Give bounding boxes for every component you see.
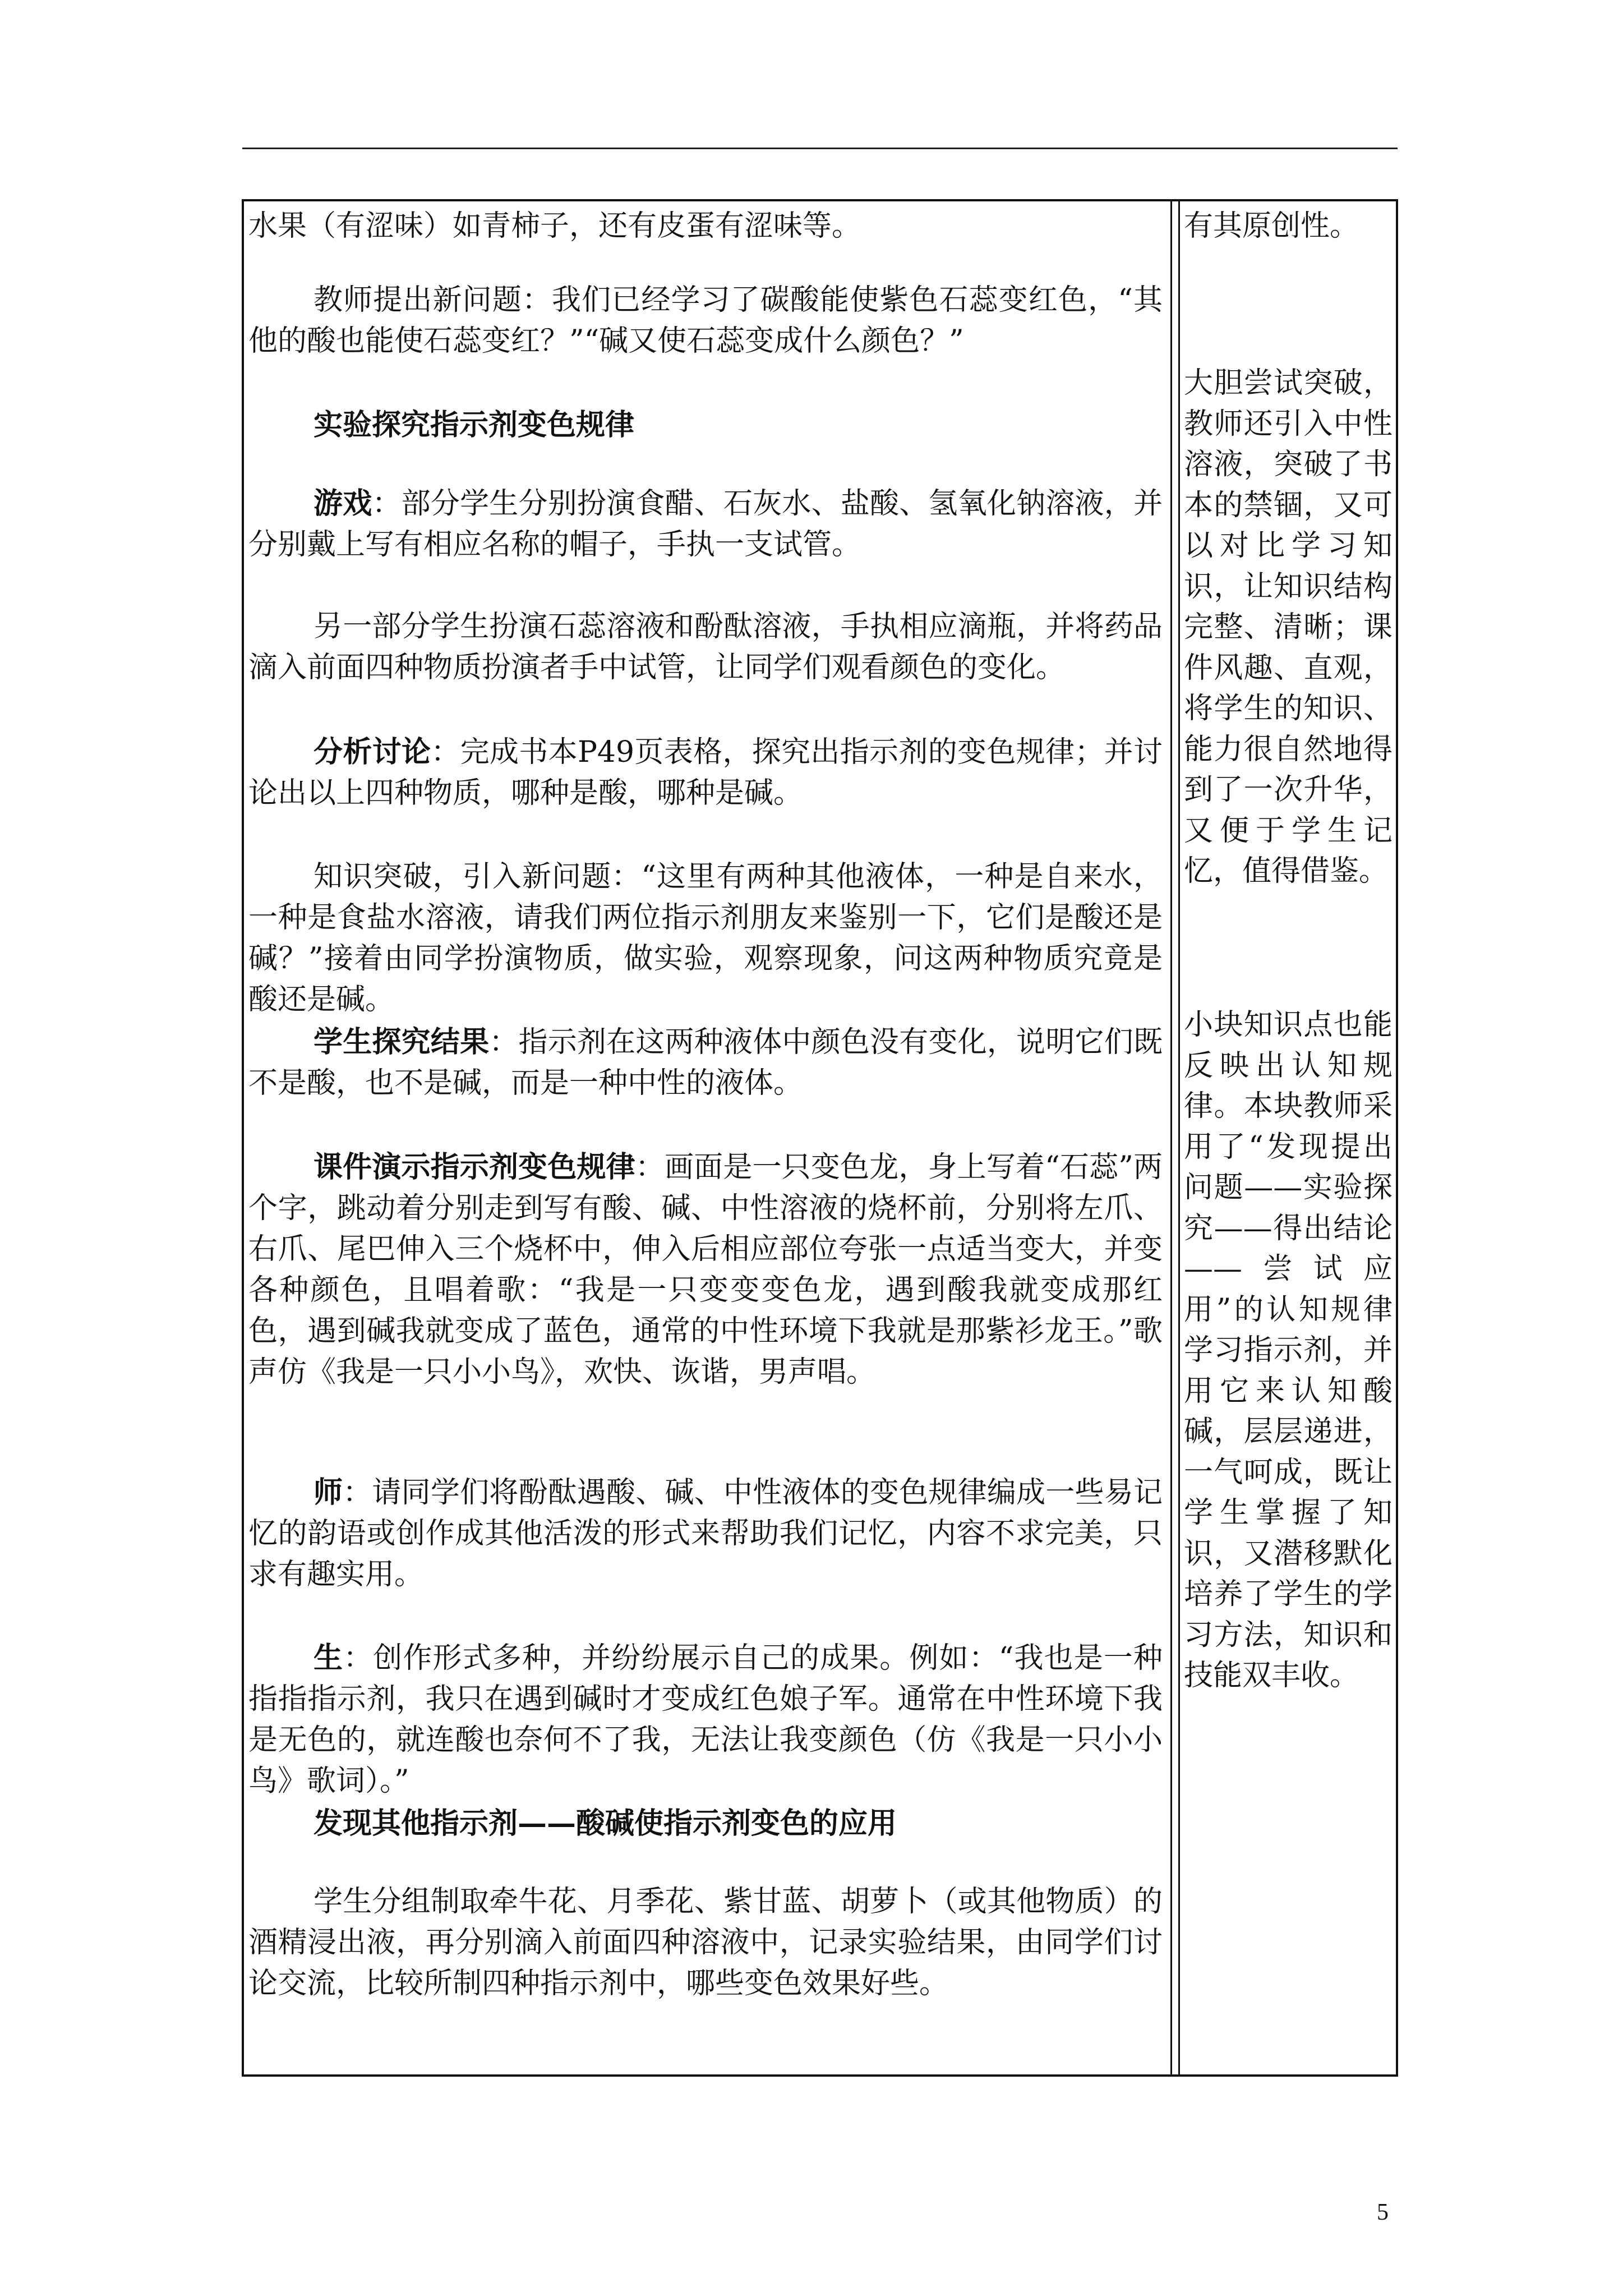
label-courseware-demo: 课件演示指示剂变色规律 [313, 1150, 635, 1184]
student-text: ：创作形式多种，并纷纷展示自己的成果。例如：“我也是一种指指指示剂，我只在遇到碱时才变成红色娘子军。通常在中性环境下我是无色的，就连酸也奈何不了我，无法让我变颜色（仿《我是一只小小鸟》歌词）。” [248, 1641, 1163, 1798]
section-heading-experiment [248, 404, 1163, 446]
column-divider-outer [1170, 201, 1172, 2074]
comment-cognitive-law: 小块知识点也能反映出认知规律。本块教师采用了“发现提出问题——实验探究——得出结论——尝试应用”的认知规律学习指示剂，并用它来认知酸碱，层层递进，一气呵成，既让学生掌握了知识，又潜移默化培养了学生的学习方法，知识和技能双丰收。 [1184, 1008, 1393, 1692]
heading-text: 发现其他指示剂——酸碱使指示剂变色的应用 [313, 1806, 897, 1841]
section-heading-other-indicators [248, 1803, 1163, 1844]
courseware-demo-text: ：画面是一只变色龙，身上写着“石蕊”两个字，跳动着分别走到写有酸、碱、中性溶液的烧杯前，分别将左爪、右爪、尾巴伸入三个烧杯中，伸入后相应部位夸张一点适当变大，并变各种颜色，且唱着歌：“我是一只变变变色龙，遇到酸我就变成那红色，遇到碱我就变成了蓝色，通常的中性环境下我就是那紫衫龙王。”歌声仿《我是一只小小鸟》，欢快、诙谐，男声唱。 [248, 1151, 1163, 1389]
paragraph-group-extraction: 学生分组制取牵牛花、月季花、紫甘蓝、胡萝卜（或其他物质）的酒精浸出液，再分别滴入前面四种溶液中，记录实验结果，由同学们讨论交流，比较所制四种指示剂中，哪些变色效果好些。 [248, 1885, 1163, 2000]
lesson-table [242, 199, 1398, 2077]
commentary-column [1181, 201, 1396, 2074]
paragraph-student [248, 1637, 1163, 1802]
comment-bold-attempt: 大胆尝试突破，教师还引入中性溶液，突破了书本的禁锢，又可以对比学习知识，让知识结构完整、清晰；课件风趣、直观，将学生的知识、能力很自然地得到了一次升华，又便于学生记忆，值得借鉴。 [1184, 366, 1393, 888]
comment-originality: 有其原创性。 [1184, 209, 1359, 243]
paragraph-student-result [248, 1022, 1163, 1104]
paragraph-knowledge-breakthrough: 知识突破，引入新问题：“这里有两种其他液体，一种是自来水，一种是食盐水溶液，请我们两位指示剂朋友来鉴别一下，它们是酸还是碱？”接着由同学扮演物质，做实验，观察现象，问这两种物质究竟是酸还是碱。 [248, 860, 1163, 1016]
label-teacher: 师 [313, 1475, 343, 1510]
label-analysis: 分析讨论 [313, 735, 431, 769]
label-game: 游戏 [313, 486, 372, 521]
analysis-text: ：完成书本P49页表格，探究出指示剂的变色规律；并讨论出以上四种物质，哪种是酸，哪种是碱。 [248, 735, 1163, 810]
teacher-text: ：请同学们将酚酞遇酸、碱、中性液体的变色规律编成一些易记忆的韵语或创作成其他活泼的形式来帮助我们记忆，内容不求完美，只求有趣实用。 [248, 1476, 1163, 1591]
paragraph-teacher [248, 1472, 1163, 1595]
paragraph-analysis [248, 731, 1163, 814]
paragraph-teacher-question: 教师提出新问题：我们已经学习了碳酸能使紫色石蕊变红色，“其他的酸也能使石蕊变红？”“碱又使石蕊变成什么颜色？” [248, 283, 1163, 358]
column-divider-inner [1178, 201, 1180, 2074]
heading-text: 实验探究指示剂变色规律 [313, 408, 635, 442]
header-rule [242, 148, 1398, 149]
paragraph-courseware-demo [248, 1147, 1163, 1393]
paragraph-indicator-role: 另一部分学生扮演石蕊溶液和酚酞溶液，手执相应滴瓶，并将药品滴入前面四种物质扮演者手中试管，让同学们观看颜色的变化。 [248, 610, 1163, 684]
page-number: 5 [1377, 2200, 1389, 2225]
paragraph-game [248, 483, 1163, 565]
label-student-result: 学生探究结果 [313, 1025, 490, 1059]
label-student: 生 [313, 1641, 344, 1675]
paragraph-fruit-astringency: 水果（有涩味）如青柿子，还有皮蛋有涩味等。 [248, 209, 861, 243]
lesson-process-column [244, 201, 1170, 2074]
student-result-text: ：指示剂在这两种液体中颜色没有变化，说明它们既不是酸，也不是碱，而是一种中性的液体。 [248, 1025, 1163, 1100]
game-text: ：部分学生分别扮演食醋、石灰水、盐酸、氢氧化钠溶液，并分别戴上写有相应名称的帽子，手执一支试管。 [248, 487, 1163, 562]
